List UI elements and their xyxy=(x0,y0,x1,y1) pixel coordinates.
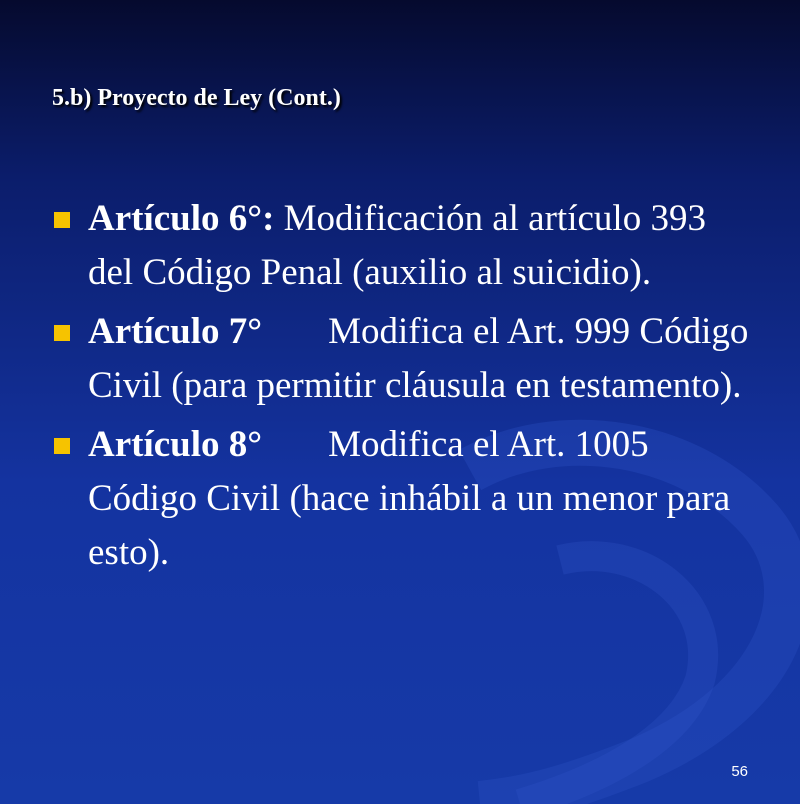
slide-title: 5.b) Proyecto de Ley (Cont.) xyxy=(52,85,341,111)
article-text: Modificación al artículo 393 del Código Penal (auxilio al suicidio). xyxy=(88,198,706,293)
bullet-list xyxy=(52,192,752,585)
bullet-item-articulo-6 xyxy=(52,192,752,300)
square-bullet-icon xyxy=(54,438,70,454)
article-text: Modifica el Art. 999 Código Civil (para permitir cláusula en testamento). xyxy=(88,311,749,406)
bullet-item-articulo-7 xyxy=(52,305,752,413)
article-label: Artículo 6°: xyxy=(88,198,275,239)
article-label: Artículo 7° xyxy=(88,311,263,352)
square-bullet-icon xyxy=(54,325,70,341)
article-text: Modifica el Art. 1005 Código Civil (hace inhábil a un menor para esto). xyxy=(88,424,731,573)
square-bullet-icon xyxy=(54,212,70,228)
page-number: 56 xyxy=(731,763,748,780)
article-label: Artículo 8° xyxy=(88,424,263,465)
bullet-item-articulo-8 xyxy=(52,418,752,580)
